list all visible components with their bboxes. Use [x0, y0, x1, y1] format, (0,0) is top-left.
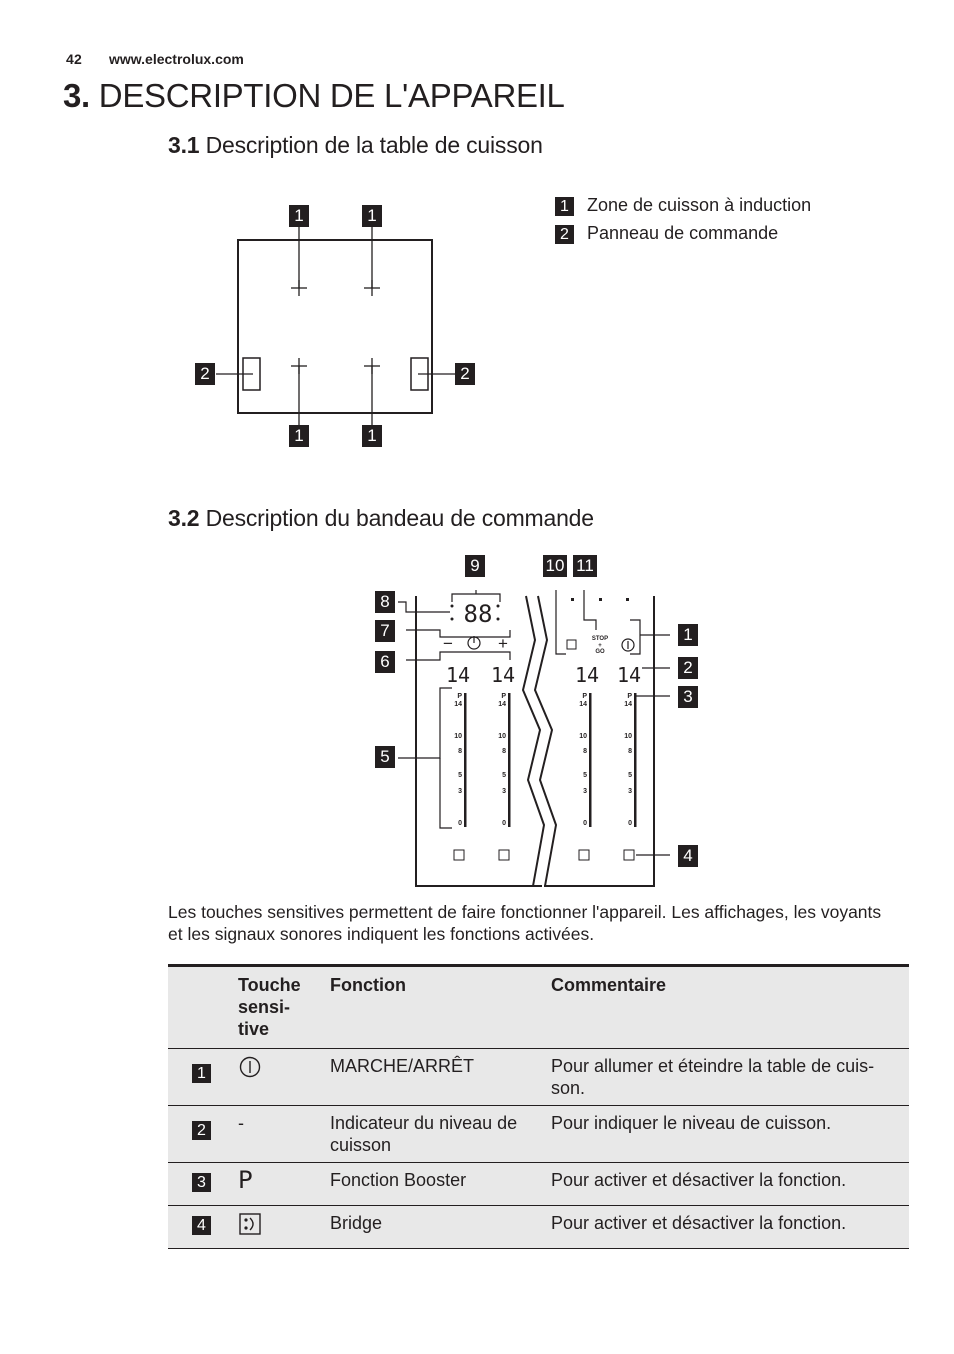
- row-fonction: MARCHE/ARRÊT: [330, 1056, 475, 1076]
- table-row: [168, 1206, 909, 1249]
- row-number: 3: [192, 1173, 211, 1192]
- svg-text:P: P: [627, 693, 632, 700]
- row-commentaire: Pour activer et désactiver la fonction.: [551, 1170, 847, 1190]
- stop-go-label: STOP: [591, 636, 609, 642]
- legend-text-2: Panneau de commande: [587, 223, 779, 243]
- zone-display: 14: [446, 663, 471, 687]
- callout-badge: 1: [289, 425, 309, 447]
- website-url: www.electrolux.com: [109, 51, 244, 67]
- svg-text:+: +: [598, 643, 602, 649]
- zone-key-icon: [454, 850, 464, 860]
- timer-power-icon: [468, 636, 480, 649]
- table-row: [168, 1163, 909, 1206]
- svg-text:3: 3: [628, 788, 632, 795]
- table-header-row: [168, 966, 909, 1049]
- svg-text:5: 5: [458, 772, 462, 779]
- svg-text:5: 5: [583, 772, 587, 779]
- svg-text:5: 5: [502, 772, 506, 779]
- svg-text:3: 3: [458, 788, 462, 795]
- svg-text:P: P: [582, 693, 587, 700]
- svg-text:14: 14: [454, 701, 462, 708]
- callout-badge: 7: [375, 620, 395, 642]
- timer-display: 88: [463, 600, 493, 628]
- svg-text:14: 14: [579, 701, 587, 708]
- svg-text:14: 14: [498, 701, 506, 708]
- subsection-1-number: 3.1: [168, 132, 200, 158]
- svg-text:P: P: [457, 693, 462, 700]
- svg-text:8: 8: [502, 748, 506, 755]
- hob-diagram: [190, 200, 490, 460]
- row-number: 1: [192, 1064, 211, 1083]
- zone-display: 14: [575, 663, 600, 687]
- plus-key: +: [498, 634, 508, 653]
- zone-crosses: [216, 226, 456, 426]
- svg-text:8: 8: [583, 748, 587, 755]
- svg-text:0: 0: [583, 820, 587, 827]
- legend-text-1: Zone de cuisson à induction: [587, 195, 812, 215]
- header-touch: Touche sensi- tive: [238, 975, 301, 1039]
- svg-text:0: 0: [458, 820, 462, 827]
- control-panel-diagram: [370, 590, 670, 890]
- bridge-icon: [238, 1212, 262, 1236]
- intro-paragraph: Les touches sensitives permettent de faire fonctionner l'appareil. Les affichages, les voyants et les signaux sonores indiquent les fonctions activées.: [168, 902, 882, 944]
- section-title: [63, 77, 565, 115]
- callout-badge: 1: [289, 205, 309, 227]
- row-fonction: Fonction Booster: [330, 1170, 467, 1190]
- scale-zone-4: [624, 693, 636, 827]
- subsection-1-title: Description de la table de cuisson: [205, 132, 543, 158]
- callout-badge: 9: [465, 555, 485, 577]
- row-commentaire: Pour activer et désactiver la fonction.: [551, 1213, 847, 1233]
- legend-badge-2: 2: [555, 225, 574, 244]
- callout-badge: 8: [375, 591, 395, 613]
- subsection-1-heading: [168, 132, 543, 159]
- row-commentaire: Pour indiquer le niveau de cuisson.: [551, 1113, 832, 1133]
- page-number: 42: [66, 51, 82, 67]
- power-icon: [238, 1055, 262, 1079]
- section-number: 3.: [63, 77, 90, 114]
- callout-badge: 11: [573, 555, 597, 577]
- callout-badge: 10: [543, 555, 567, 577]
- row-number: 4: [192, 1216, 211, 1235]
- callout-badge: 2: [195, 363, 215, 385]
- subsection-2-title: Description du bandeau de commande: [205, 505, 594, 531]
- row-fonction: Indicateur du niveau de cuisson: [330, 1113, 518, 1155]
- callout-badge: 3: [678, 686, 698, 708]
- hob-outline: [238, 240, 432, 413]
- svg-text:10: 10: [498, 733, 506, 740]
- callout-badge: 4: [678, 845, 698, 867]
- row-fonction: Bridge: [330, 1213, 383, 1233]
- scale-zone-1: [454, 693, 466, 827]
- svg-text:14: 14: [624, 701, 632, 708]
- header-fonction: Fonction: [330, 975, 406, 995]
- svg-text:3: 3: [583, 788, 587, 795]
- callout-badge: 2: [455, 363, 475, 385]
- bridge-key-icon: [624, 850, 634, 860]
- callout-badge: 1: [362, 425, 382, 447]
- zone-key-icon: [579, 850, 589, 860]
- svg-text:8: 8: [458, 748, 462, 755]
- callout-leaders: [398, 590, 670, 855]
- lock-key-icon: [567, 640, 576, 649]
- callout-badge: 5: [375, 746, 395, 768]
- svg-text:5: 5: [628, 772, 632, 779]
- svg-text:10: 10: [579, 733, 587, 740]
- booster-icon: P: [238, 1166, 253, 1194]
- header-commentaire: Commentaire: [551, 975, 667, 995]
- svg-text:8: 8: [628, 748, 632, 755]
- table-row: [168, 1049, 909, 1106]
- callout-badge: 6: [375, 651, 395, 673]
- row-symbol: -: [238, 1113, 244, 1133]
- function-table: [168, 964, 909, 1249]
- row-number: 2: [192, 1121, 211, 1140]
- svg-text:0: 0: [628, 820, 632, 827]
- scale-zone-3: [579, 693, 591, 827]
- legend-badge-1: 1: [555, 197, 574, 216]
- table-row: [168, 1106, 909, 1163]
- svg-text:10: 10: [624, 733, 632, 740]
- callout-badge: 2: [678, 657, 698, 679]
- scale-zone-2: [498, 693, 510, 827]
- on-off-icon: [622, 639, 634, 651]
- subsection-2-heading: [168, 505, 594, 532]
- section-title-text: DESCRIPTION DE L'APPAREIL: [98, 77, 565, 114]
- callout-badge: 1: [678, 624, 698, 646]
- header-empty: [168, 966, 230, 1049]
- callout-badge: 1: [362, 205, 382, 227]
- zone-display: 14: [491, 663, 516, 687]
- svg-text:3: 3: [502, 788, 506, 795]
- break-line-left: [523, 596, 544, 886]
- svg-text:GO: GO: [595, 649, 605, 655]
- row-commentaire: Pour allumer et éteindre la table de cuis-son.: [551, 1056, 875, 1098]
- svg-text:P: P: [501, 693, 506, 700]
- minus-key: −: [443, 634, 453, 653]
- bridge-key-icon: [499, 850, 509, 860]
- svg-text:0: 0: [502, 820, 506, 827]
- subsection-2-number: 3.2: [168, 505, 200, 531]
- svg-text:10: 10: [454, 733, 462, 740]
- zone-display: 14: [617, 663, 642, 687]
